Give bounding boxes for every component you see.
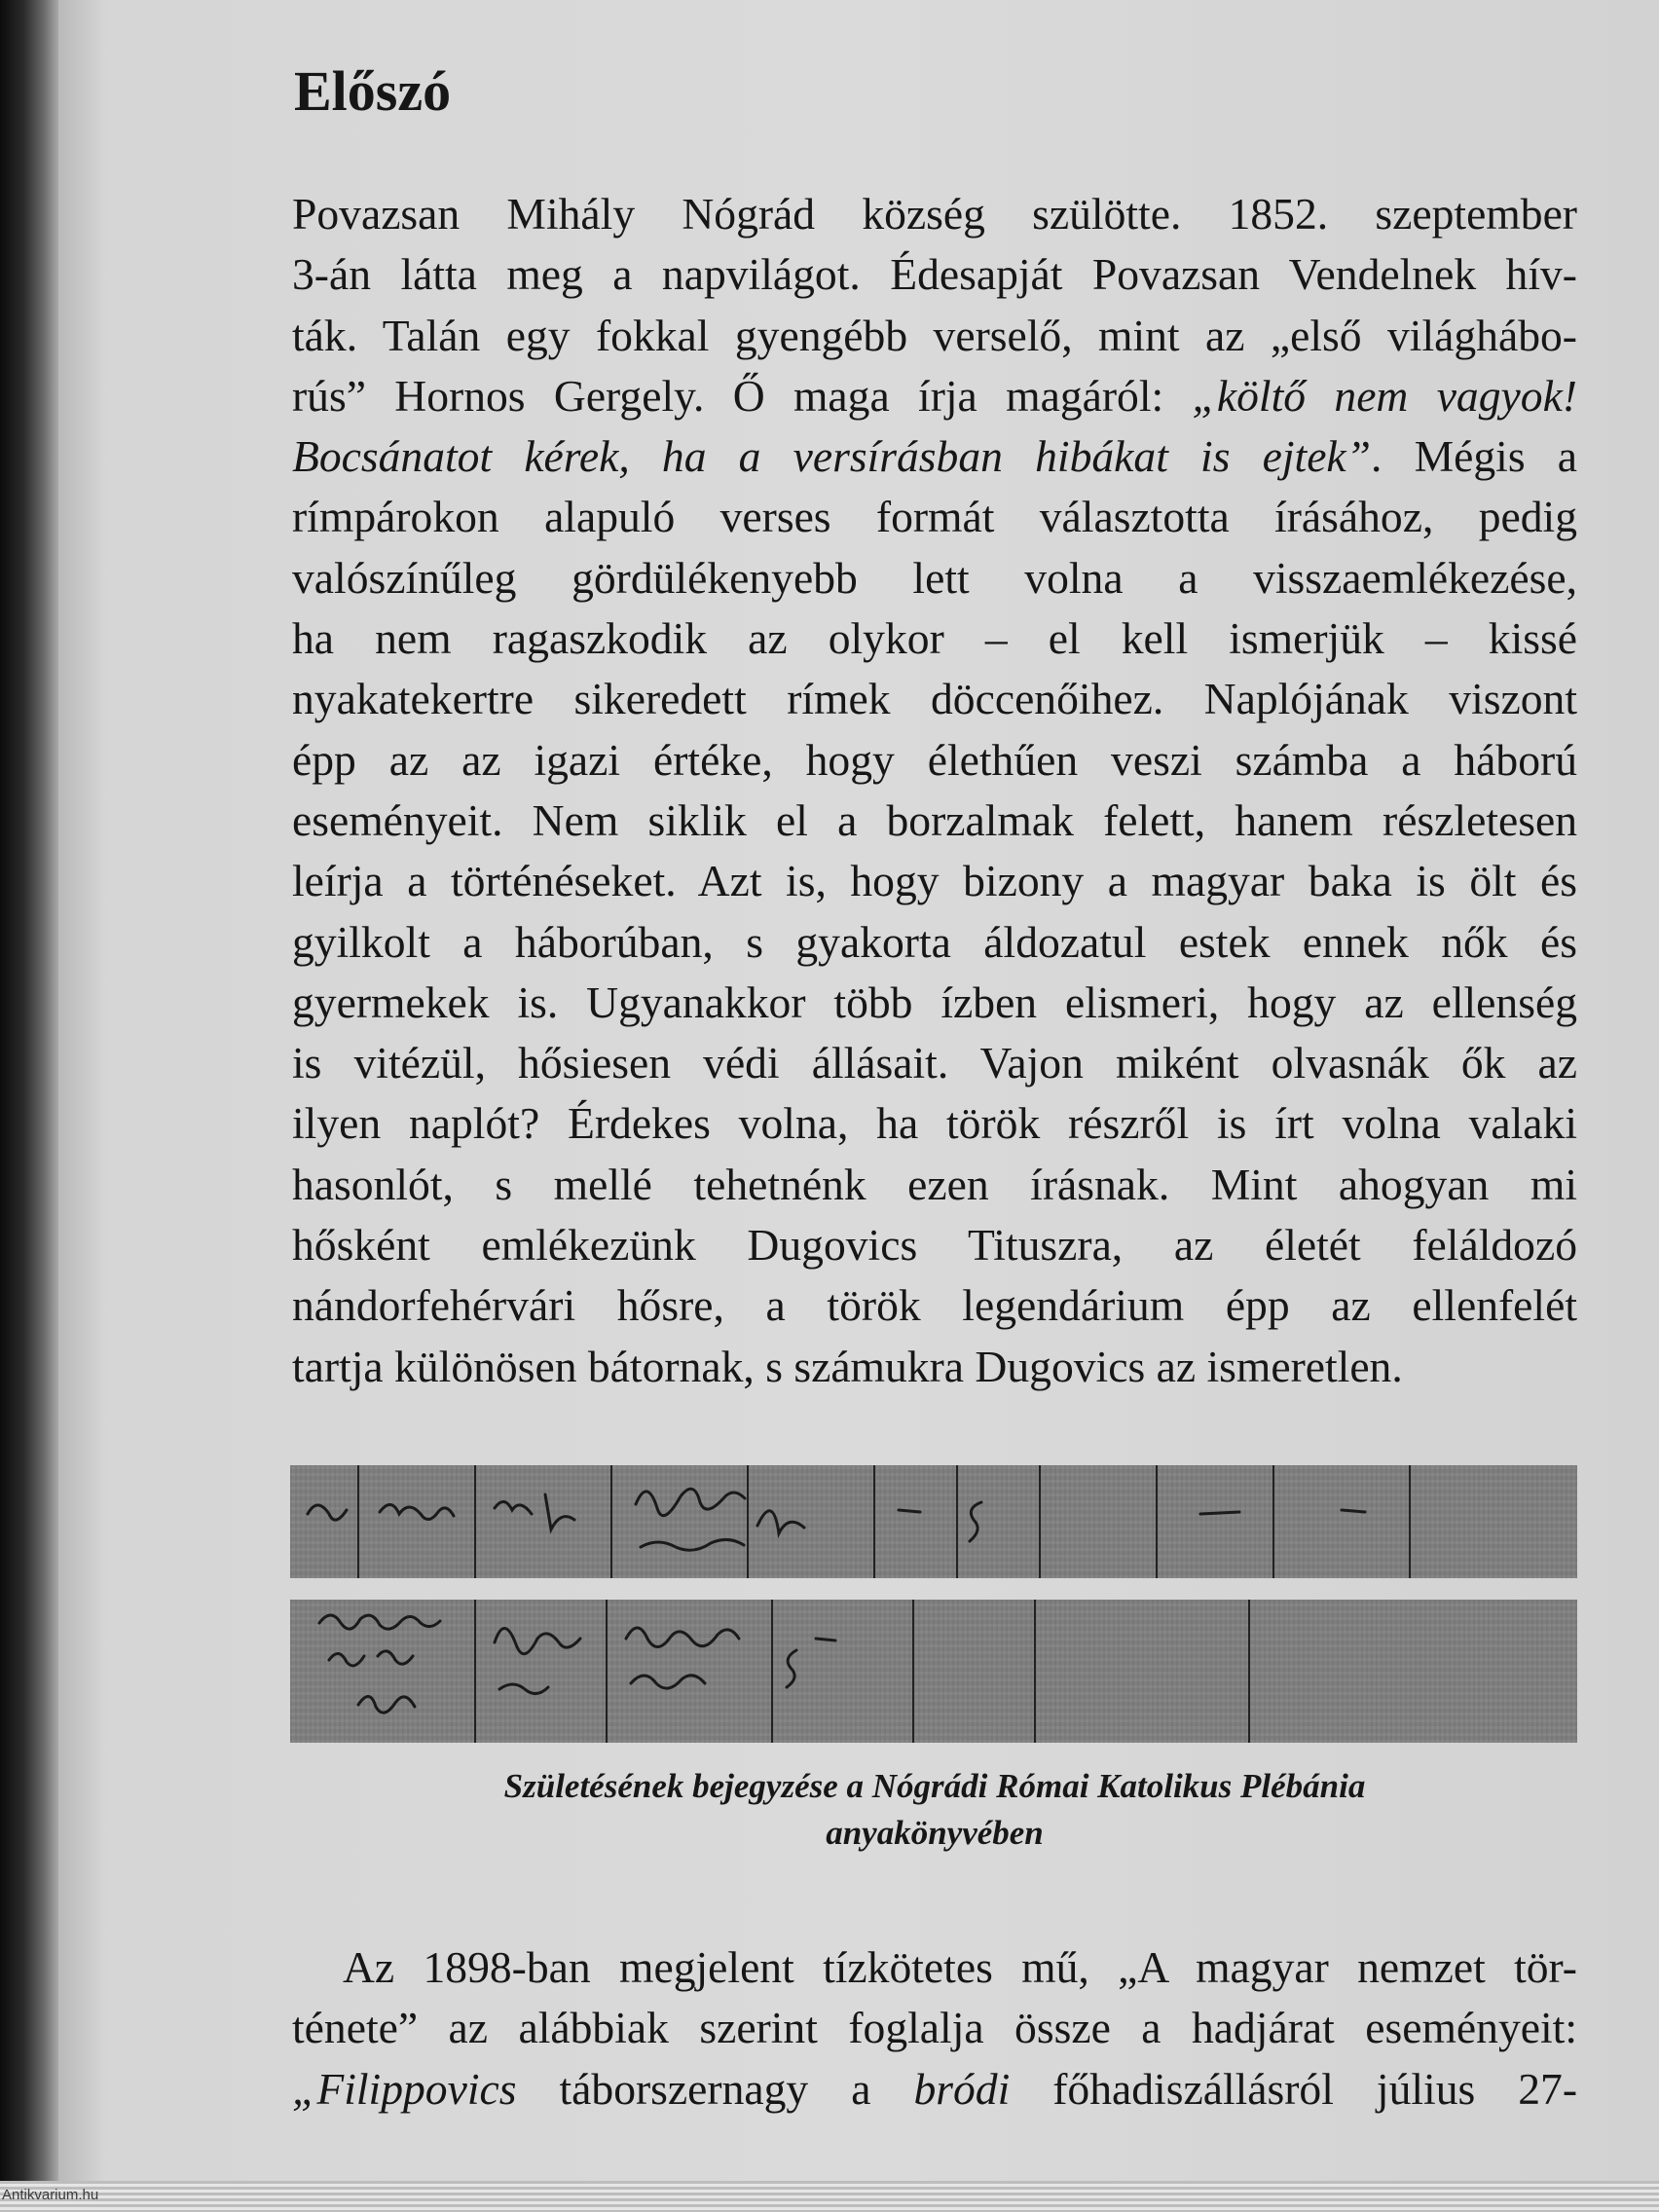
text-line: hasonlót, s mellé tehetnénk ezen írásnak. Mint ahogyan mi [292,1159,1577,1209]
page-title: Előszó [294,59,452,123]
figure-caption [292,1763,1577,1857]
register-scan-bottom [290,1600,1577,1743]
text-segment: táborszernagy a [516,2063,914,2114]
caption-line: Születésének bejegyzése a Nógrádi Római Katolikus Plébánia [503,1767,1366,1805]
quote-segment: Bocsánatot kérek, ha a versírásban hibákat is ejtek” [292,431,1372,482]
text-segment: rús” Hornos Gergely. Ő maga írja magáról: [292,370,1193,421]
register-scan-top [290,1465,1577,1578]
text-line: Az 1898-ban megjelent tízkötetes mű, „A magyar nemzet tör- [343,1942,1577,1992]
text-line: ténete” az alábbiak szerint foglalja össze a hadjárat eseményeit: [292,2003,1577,2053]
text-line: eseményeit. Nem siklik el a borzalmak felett, hanem részletesen [292,794,1577,845]
text-line [292,426,1577,487]
page-edge-stack [0,2181,1659,2212]
handwriting-illustration [290,1465,1577,1578]
text-line: nyakatekertre sikeredett rímek döccenőihez. Naplójának viszont [292,674,1577,724]
text-line: épp az az igazi értéke, hogy élethűen veszi számba a háború [292,734,1577,785]
quote-segment: bródi [913,2063,1011,2114]
handwriting-illustration [290,1600,1577,1743]
text-segment: főhadiszállásról július 27- [1010,2063,1577,2114]
text-line: ha nem ragaszkodik az olykor – el kell ismerjük – kissé [292,613,1577,664]
text-line: hősként emlékezünk Dugovics Tituszra, az életét feláldozó [292,1220,1577,1271]
caption-line: anyakönyvében [826,1814,1044,1852]
text-line: gyermekek is. Ugyanakkor több ízben elismeri, hogy az ellenség [292,977,1577,1027]
text-line: gyilkolt a háborúban, s gyakorta áldozatul estek ennek nők és [292,916,1577,967]
site-watermark: Antikvarium.hu [2,2187,99,2203]
text-segment: . Mégis a [1371,431,1577,482]
text-line: nándorfehérvári hősre, a török legendárium épp az ellenfelét [292,1280,1577,1331]
text-line: Povazsan Mihály Nógrád község szülötte. 1852. szeptember [292,189,1577,239]
text-line: is vitézül, hősiesen védi állásait. Vajon miként olvasnák ők az [292,1038,1577,1088]
quote-segment: „Filippovics [292,2063,517,2114]
text-line: tartja különösen bátornak, s számukra Dugovics az ismeretlen. [292,1341,1403,1391]
text-line [292,2059,1577,2120]
text-line: valószínűleg gördülékenyebb lett volna a visszaemlékezése, [292,552,1577,603]
text-line [292,366,1577,426]
text-line: ták. Talán egy fokkal gyengébb verselő, mint az „első világhábo- [292,310,1577,360]
history-paragraph [292,1937,1577,2120]
text-line: 3-án látta meg a napvilágot. Édesapját Povazsan Vendelnek hív- [292,249,1577,300]
book-binding-shadow [0,0,58,2212]
foreword-paragraph [292,184,1577,1397]
text-line: rímpárokon alapuló verses formát választotta írásához, pedig [292,492,1577,542]
text-line: ilyen naplót? Érdekes volna, ha török részről is írt volna valaki [292,1098,1577,1149]
text-line: leírja a történéseket. Azt is, hogy bizony a magyar baka is ölt és [292,856,1577,906]
quote-segment: „költő nem vagyok! [1192,370,1577,421]
